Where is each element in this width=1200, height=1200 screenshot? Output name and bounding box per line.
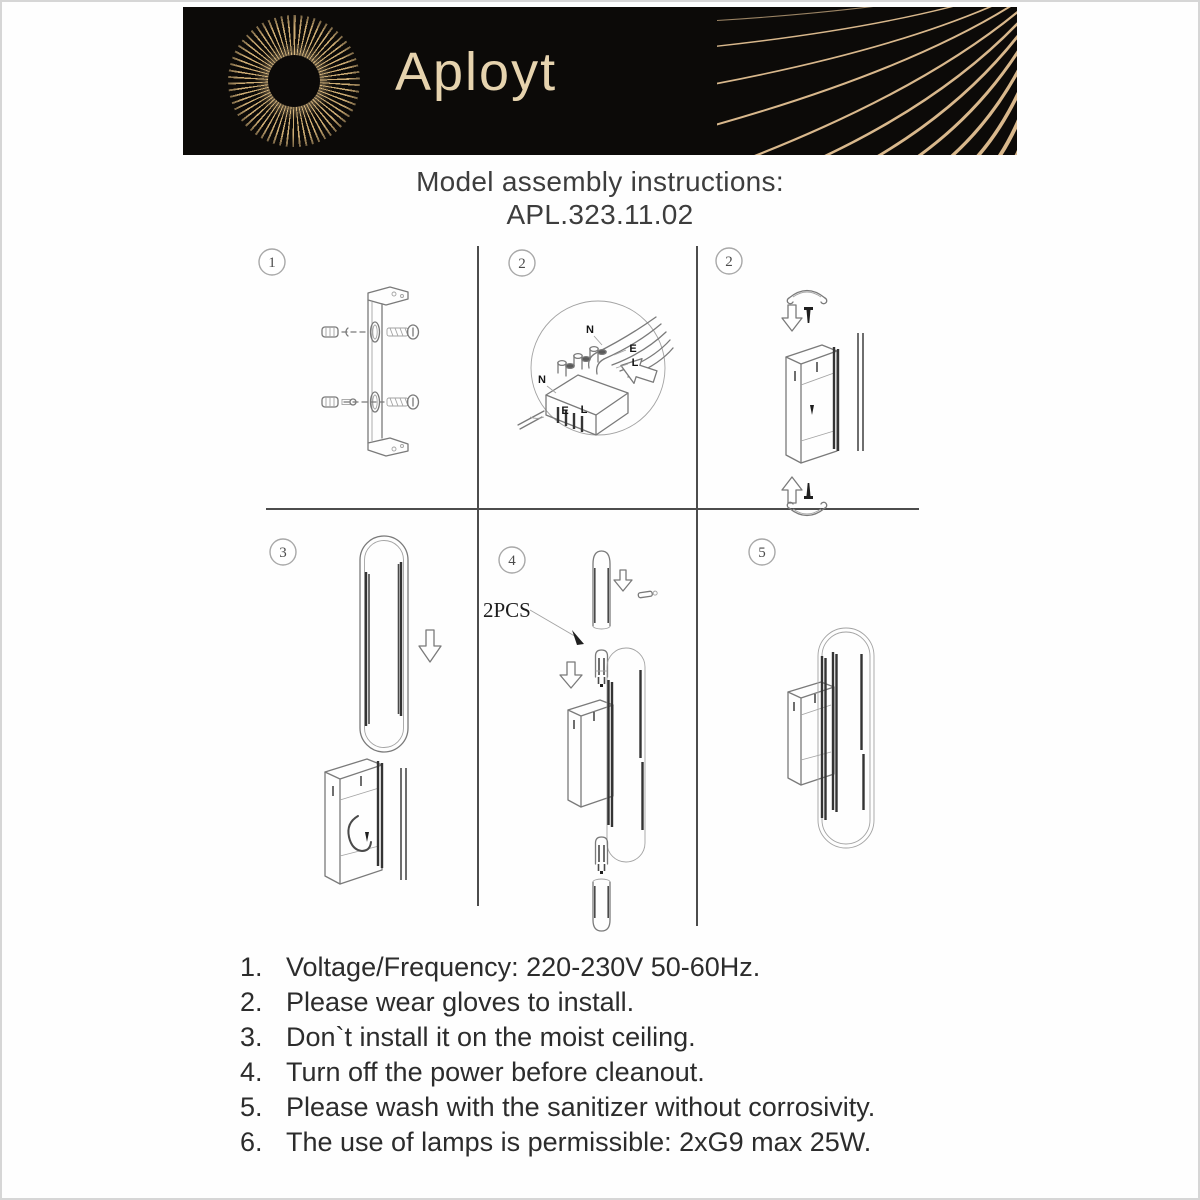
g9-lamp-bottom [596, 837, 608, 874]
down-arrow-icon [560, 662, 582, 688]
list-item [240, 950, 875, 985]
top-clamp-drawing [787, 291, 826, 304]
svg-text:2: 2 [518, 256, 526, 272]
up-arrow-icon [782, 477, 802, 503]
down-arrow-icon [614, 570, 632, 591]
item-text: Turn off the power before cleanout. [286, 1057, 705, 1087]
terminal-block-drawing [518, 347, 628, 435]
svg-text:4: 4 [508, 553, 516, 569]
title-block [0, 165, 1200, 231]
step-5-badge [749, 539, 775, 565]
g9-lamp-top [596, 650, 608, 687]
item-text: Please wash with the sanitizer without corrosivity. [286, 1092, 876, 1122]
2pcs-label: 2PCS [483, 598, 531, 622]
wall-anchor-bottom [322, 397, 356, 407]
bottom-tube-drawing [593, 879, 610, 931]
item-number: 4. [240, 1057, 263, 1087]
fixture-assembly-drawing [568, 648, 645, 862]
model-number: APL.323.11.02 [506, 199, 694, 230]
item-number: 5. [240, 1092, 263, 1122]
svg-text:E: E [629, 343, 637, 355]
wall-bracket-drawing [368, 287, 408, 456]
item-text: Don`t install it on the moist ceiling. [286, 1022, 696, 1052]
list-item [240, 1090, 875, 1125]
item-number: 6. [240, 1127, 263, 1157]
brand-name: Aployt [395, 42, 558, 102]
panel-4-lamp-install-diagram [480, 520, 705, 940]
list-item [240, 1055, 875, 1090]
item-number: 2. [240, 987, 263, 1017]
top-tube-drawing [593, 551, 610, 629]
panel-1-bracket-mounting-diagram [250, 245, 470, 515]
panel-2-wiring-diagram [480, 245, 700, 515]
step-3-badge [270, 539, 296, 565]
step-1-badge [259, 249, 285, 275]
svg-text:5: 5 [758, 545, 766, 561]
item-text: The use of lamps is permissible: 2xG9 max 25W. [286, 1127, 872, 1157]
svg-text:1: 1 [268, 255, 276, 271]
bottom-clamp-drawing [787, 502, 826, 515]
svg-text:3: 3 [279, 545, 287, 561]
down-arrow-icon [419, 630, 441, 662]
small-connector-part [638, 590, 658, 598]
2pcs-leader-line [530, 610, 578, 638]
oval-ring-drawing [360, 536, 408, 752]
item-number: 3. [240, 1022, 263, 1052]
fixture-base-drawing [325, 759, 406, 884]
screw-black-bottom [804, 483, 813, 499]
svg-text:L: L [631, 357, 639, 369]
svg-text:2: 2 [725, 254, 733, 270]
alignment-dashed-line [342, 332, 384, 402]
list-item [240, 1125, 875, 1160]
down-arrow-icon [782, 305, 802, 331]
decorative-rays-icon [717, 7, 1017, 155]
svg-text:L: L [580, 404, 588, 416]
svg-text:E: E [561, 405, 569, 417]
item-text: Voltage/Frequency: 220-230V 50-60Hz. [286, 952, 761, 982]
screw-black-top [804, 307, 813, 323]
item-number: 1. [240, 952, 263, 982]
step-4-badge [499, 547, 525, 573]
page-title: Model assembly instructions: [416, 166, 784, 197]
panel-5-assembled-diagram [700, 520, 940, 920]
list-item [240, 985, 875, 1020]
fixture-base-drawing [786, 333, 863, 463]
assembled-fixture-drawing [788, 628, 874, 848]
screw-bottom [387, 395, 419, 409]
screw-top [387, 325, 419, 339]
step-2-badge [716, 248, 742, 274]
svg-text:N: N [586, 324, 594, 336]
2pcs-arrowhead [572, 630, 584, 645]
brand-banner [183, 7, 1017, 155]
panel-3-ring-install-diagram [255, 520, 480, 920]
panel-2-base-fixing-diagram [700, 245, 930, 523]
list-item [240, 1020, 875, 1055]
svg-text:N: N [538, 374, 546, 386]
instruction-list [240, 950, 875, 1160]
step-2-badge [509, 250, 535, 276]
sunburst-logo-icon [228, 15, 360, 147]
item-text: Please wear gloves to install. [286, 987, 635, 1017]
